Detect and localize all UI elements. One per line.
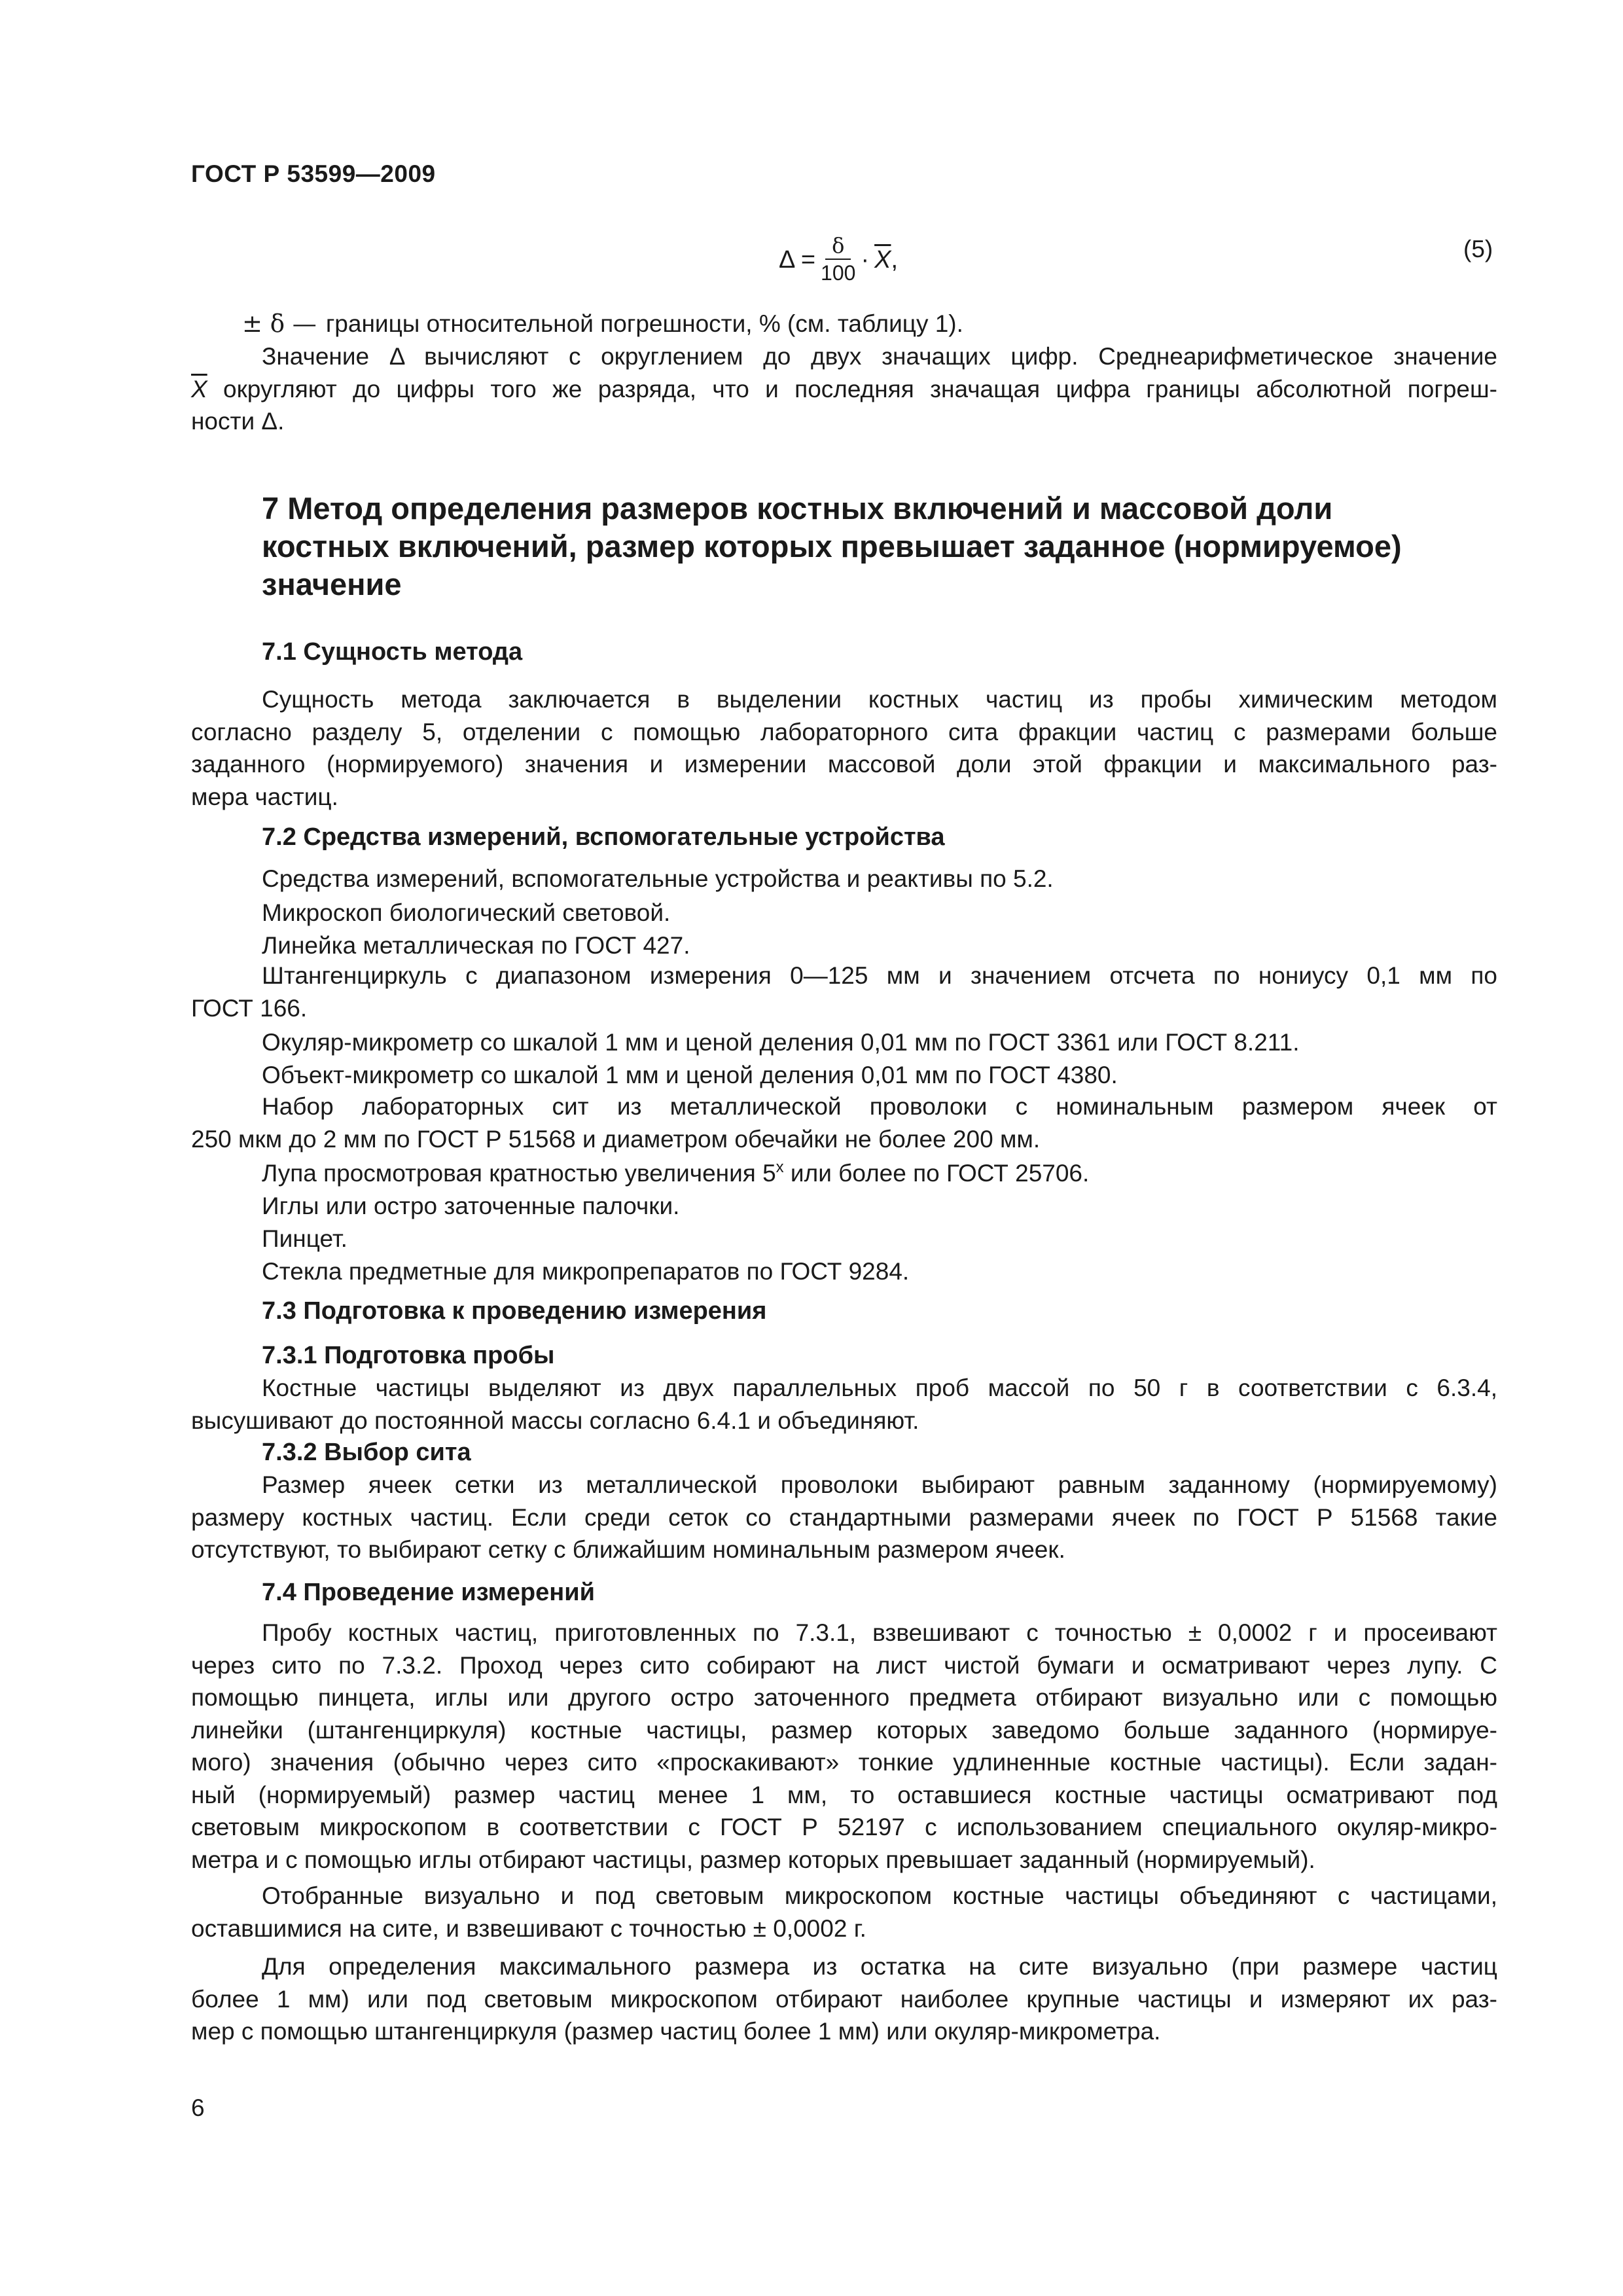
paragraph-line: более 1 мм) или под световым микроскопом отбирают наиболее крупные частицы и измеряют их раз-: [191, 1985, 1497, 2013]
formula-denominator: 100: [821, 261, 856, 285]
x-mean-symbol: $\overline{X}$: [191, 375, 207, 403]
paragraph-line: мер с помощью штангенциркуля (размер частиц более 1 мм) или окуляр-микрометра.: [191, 2018, 1161, 2045]
subsection-7-1-text: [191, 683, 1497, 813]
subsection-7-4-paragraph-1: [191, 1617, 1497, 1876]
section-title-line: костных включений, размер которых превышает заданное (нормируемое): [262, 529, 1402, 564]
section-title-line: 7 Метод определения размеров костных включений и массовой доли: [262, 491, 1333, 526]
formula-lhs: Δ =: [779, 245, 816, 274]
paragraph-line: [191, 373, 1497, 406]
definition-symbol: ± δ —: [242, 310, 317, 338]
paragraph-line: высушивают до постоянной массы согласно 6.4.1 и объединяют.: [191, 1407, 919, 1434]
paragraph-rounding: [191, 340, 1497, 438]
equipment-caliper: [191, 960, 1497, 1024]
subsection-7-1-heading: 7.1 Сущность метода: [262, 638, 523, 666]
equipment-item: Иглы или остро заточенные палочки.: [262, 1193, 680, 1219]
paragraph-line: отсутствуют, то выбирают сетку с ближайшим номинальным размером ячеек.: [191, 1536, 1065, 1563]
paragraph-line: мера частиц.: [191, 783, 338, 810]
paragraph-line: ности Δ.: [191, 408, 285, 435]
paragraph-line: Набор лабораторных сит из металлической проволоки с номинальным размером ячеек от: [262, 1093, 1497, 1120]
paragraph-line: световым микроскопом в соответствии с ГОСТ Р 52197 с использованием специального окуляр-микро-: [191, 1814, 1497, 1840]
subsection-7-3-2-heading: 7.3.2 Выбор сита: [262, 1439, 471, 1466]
definition-text: границы относительной погрешности, % (см. таблицу 1).: [325, 310, 963, 337]
paragraph-line: оставшимися на сите, и взвешивают с точностью ± 0,0002 г.: [191, 1914, 866, 1942]
equipment-item-loupe: [262, 1157, 1089, 1190]
paragraph-line: Сущность метода заключается в выделении костных частиц из пробы химическим методом: [262, 686, 1497, 713]
formula-definition: [242, 308, 963, 340]
paragraph-line: линейки (штангенциркуля) костные частицы, размер которых заведомо больше заданного (нормируе-: [191, 1716, 1497, 1744]
paragraph-line: размеру костных частиц. Если среди сеток со стандартными размерами ячеек по ГОСТ Р 51568 такие: [191, 1503, 1497, 1531]
formula-x-mean: $\overline{X}$: [874, 245, 891, 274]
paragraph-line: помощью пинцета, иглы или другого остро заточенного предмета отбирают визуально или с помощью: [191, 1684, 1497, 1711]
paragraph-text: округляют до цифры того же разряда, что и последняя значащая цифра границы абсолютной погреш-: [207, 375, 1497, 403]
subsection-7-3-1-text: [191, 1372, 1497, 1437]
paragraph-line: Пробу костных частиц, приготовленных по 7.3.1, взвешивают с точностью ± 0,0002 г и просеивают: [262, 1619, 1497, 1646]
document-header: ГОСТ Р 53599—2009: [191, 160, 436, 187]
loupe-sup: x: [776, 1158, 784, 1176]
subsection-7-4-paragraph-3: [191, 1950, 1497, 2048]
paragraph-line: Для определения максимального размера из остатка на сите визуально (при размере частиц: [262, 1953, 1497, 1980]
subsection-7-4-paragraph-2: [191, 1880, 1497, 1945]
paragraph-line: заданного (нормируемого) значения и измерении массовой доли этой фракции и максимального раз-: [191, 751, 1497, 778]
section-title-line: значение: [262, 567, 402, 601]
paragraph-line: мого) значения (обычно через сито «проскакивают» тонкие удлиненные костные частицы). Если задан-: [191, 1749, 1497, 1776]
paragraph-line: 250 мкм до 2 мм по ГОСТ Р 51568 и диаметром обечайки не более 200 мм.: [191, 1125, 1041, 1153]
formula-5: [779, 230, 898, 289]
paragraph-line: Штангенциркуль с диапазоном измерения 0—125 мм и значением отсчета по нониусу 0,1 мм по: [262, 962, 1497, 989]
paragraph-line: Размер ячеек сетки из металлической проволоки выбирают равным заданному (нормируемому): [262, 1471, 1497, 1498]
paragraph-line: Значение Δ вычисляют с округлением до двух значащих цифр. Среднеарифметическое значение: [262, 343, 1497, 370]
subsection-7-3-2-text: [191, 1469, 1497, 1566]
subsection-7-4-heading: 7.4 Проведение измерений: [262, 1579, 595, 1606]
equipment-item: Стекла предметные для микропрепаратов по ГОСТ 9284.: [262, 1258, 910, 1285]
formula-number: (5): [1463, 236, 1493, 262]
equipment-item: Средства измерений, вспомогательные устройства и реактивы по 5.2.: [262, 865, 1054, 892]
formula-numerator: δ: [825, 235, 851, 260]
equipment-item: Линейка металлическая по ГОСТ 427.: [262, 932, 690, 959]
loupe-text-end: или более по ГОСТ 25706.: [783, 1160, 1090, 1187]
equipment-item: Микроскоп биологический световой.: [262, 899, 671, 926]
paragraph-line: ный (нормируемый) размер частиц менее 1 мм, то оставшиеся костные частицы осматривают под: [191, 1781, 1497, 1808]
equipment-item: Пинцет.: [262, 1225, 348, 1252]
subsection-7-3-1-heading: 7.3.1 Подготовка пробы: [262, 1342, 555, 1369]
paragraph-line: согласно разделу 5, отделении с помощью лабораторного сита фракции частиц с размерами больше: [191, 718, 1497, 745]
equipment-sieves: [191, 1090, 1497, 1155]
formula-dot: ·: [861, 245, 870, 274]
paragraph-line: через сито по 7.3.2. Проход через сито собирают на лист чистой бумаги и осматривают через лупу. С: [191, 1651, 1497, 1679]
subsection-7-2-heading: 7.2 Средства измерений, вспомогательные устройства: [262, 823, 945, 851]
formula-fraction: [821, 235, 855, 284]
section-7-title: [262, 490, 1505, 603]
subsection-7-3-heading: 7.3 Подготовка к проведению измерения: [262, 1297, 767, 1325]
page-number: 6: [191, 2094, 205, 2121]
equipment-item: Окуляр-микрометр со шкалой 1 мм и ценой деления 0,01 мм по ГОСТ 3361 или ГОСТ 8.211.: [262, 1029, 1300, 1056]
paragraph-line: ГОСТ 166.: [191, 994, 308, 1022]
paragraph-line: метра и с помощью иглы отбирают частицы, размер которых превышает заданный (нормируемый).: [191, 1846, 1315, 1873]
paragraph-line: Костные частицы выделяют из двух параллельных проб массой по 50 г в соответствии с 6.3.4,: [262, 1374, 1497, 1401]
formula-comma: ,: [891, 245, 899, 274]
loupe-text: Лупа просмотровая кратностью увеличения 5: [262, 1160, 776, 1187]
equipment-item: Объект-микрометр со шкалой 1 мм и ценой деления 0,01 мм по ГОСТ 4380.: [262, 1062, 1118, 1088]
paragraph-line: Отобранные визуально и под световым микроскопом костные частицы объединяют с частицами,: [262, 1882, 1497, 1909]
